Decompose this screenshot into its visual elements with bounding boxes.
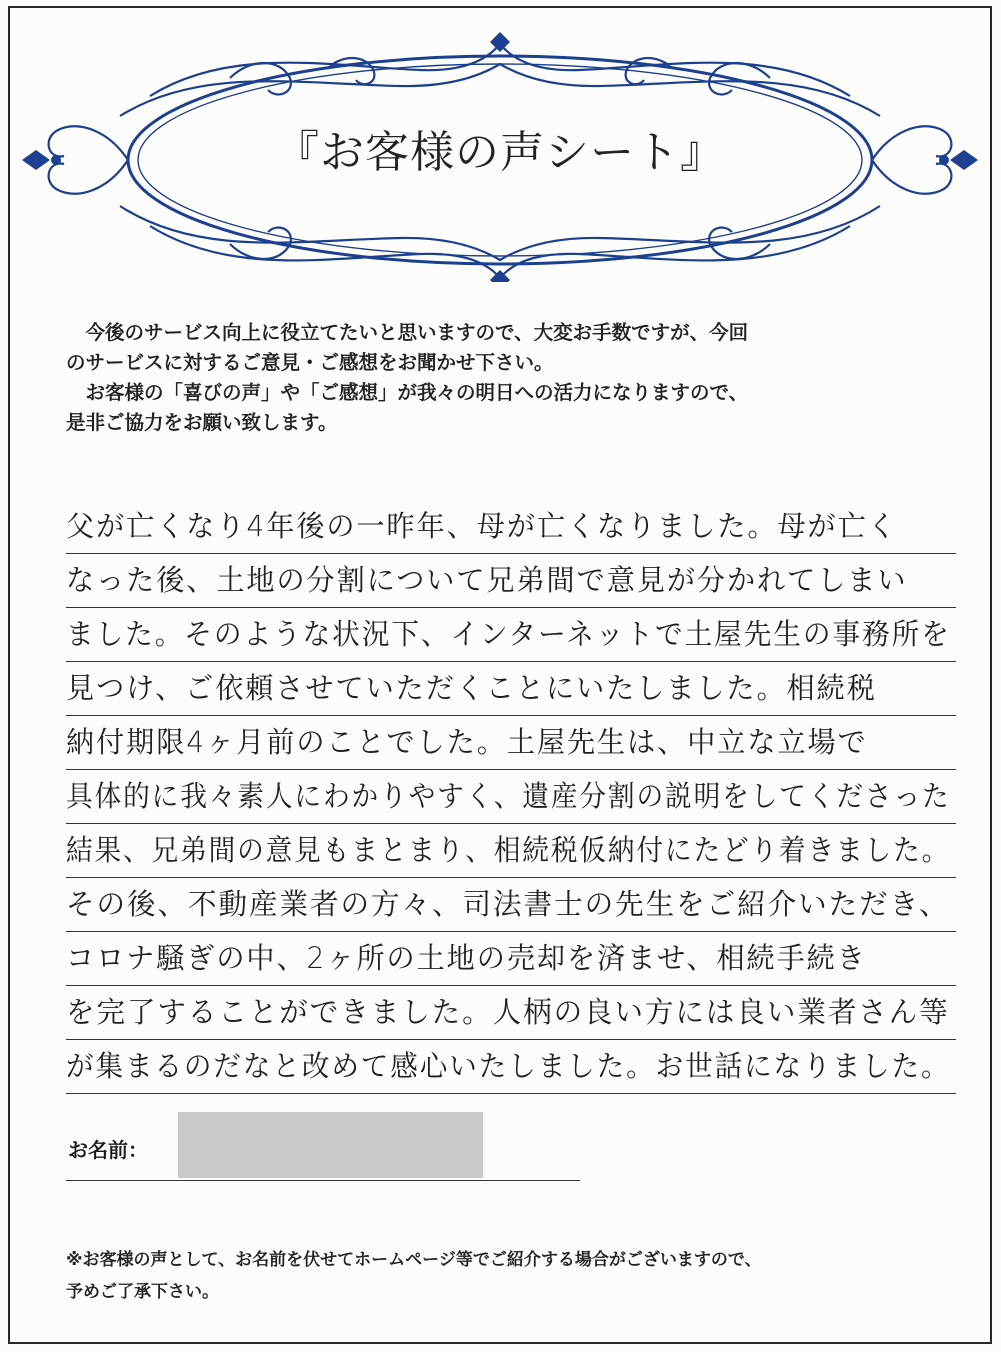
footnote-line: 予めご了承下さい。	[66, 1282, 219, 1302]
intro-line: のサービスに対するご意見・ご感想をお聞かせ下さい。	[66, 351, 554, 374]
handwritten-comments	[66, 500, 956, 1094]
intro-text	[66, 318, 946, 438]
page-title: 『お客様の声シート』	[275, 127, 725, 178]
comment-line: その後、不動産業者の方々、司法書士の先生をご紹介いただき、	[66, 878, 956, 932]
comment-line: 結果、兄弟間の意見もまとまり、相続税仮納付にたどり着きました。	[66, 824, 956, 878]
name-underline	[66, 1180, 580, 1181]
comment-line: コロナ騒ぎの中、2ヶ所の土地の売却を済ませ、相続手続き	[66, 932, 956, 986]
intro-line: 是非ご協力をお願い致します。	[66, 411, 338, 434]
comment-line: なった後、土地の分割について兄弟間で意見が分かれてしまい	[66, 554, 956, 608]
intro-line: お客様の「喜びの声」や「ご感想」が我々の明日への活力になりますので、	[66, 381, 749, 404]
name-redaction	[178, 1112, 483, 1178]
name-label: お名前：	[68, 1138, 148, 1162]
comment-line: 具体的に我々素人にわかりやすく、遺産分割の説明をしてくださった	[66, 770, 956, 824]
comment-line: を完了することができました。人柄の良い方には良い業者さん等	[66, 986, 956, 1040]
intro-line: 今後のサービス向上に役立てたいと思いますので、大変お手数ですが、今回	[66, 321, 749, 344]
comment-line: ました。そのような状況下、インターネットで土屋先生の事務所を	[66, 608, 956, 662]
footnote-line: ※お客様の声として、お名前を伏せてホームページ等でご紹介する場合がございますので、	[66, 1250, 762, 1270]
comment-line: 納付期限4ヶ月前のことでした。土屋先生は、中立な立場で	[66, 716, 956, 770]
footnote	[66, 1244, 966, 1308]
comment-line: が集まるのだなと改めて感心いたしました。お世話になりました。	[66, 1040, 956, 1094]
comment-line: 父が亡くなり4年後の一昨年、母が亡くなりました。母が亡く	[66, 500, 956, 554]
comment-line: 見つけ、ご依頼させていただくことにいたしました。相続税	[66, 662, 956, 716]
